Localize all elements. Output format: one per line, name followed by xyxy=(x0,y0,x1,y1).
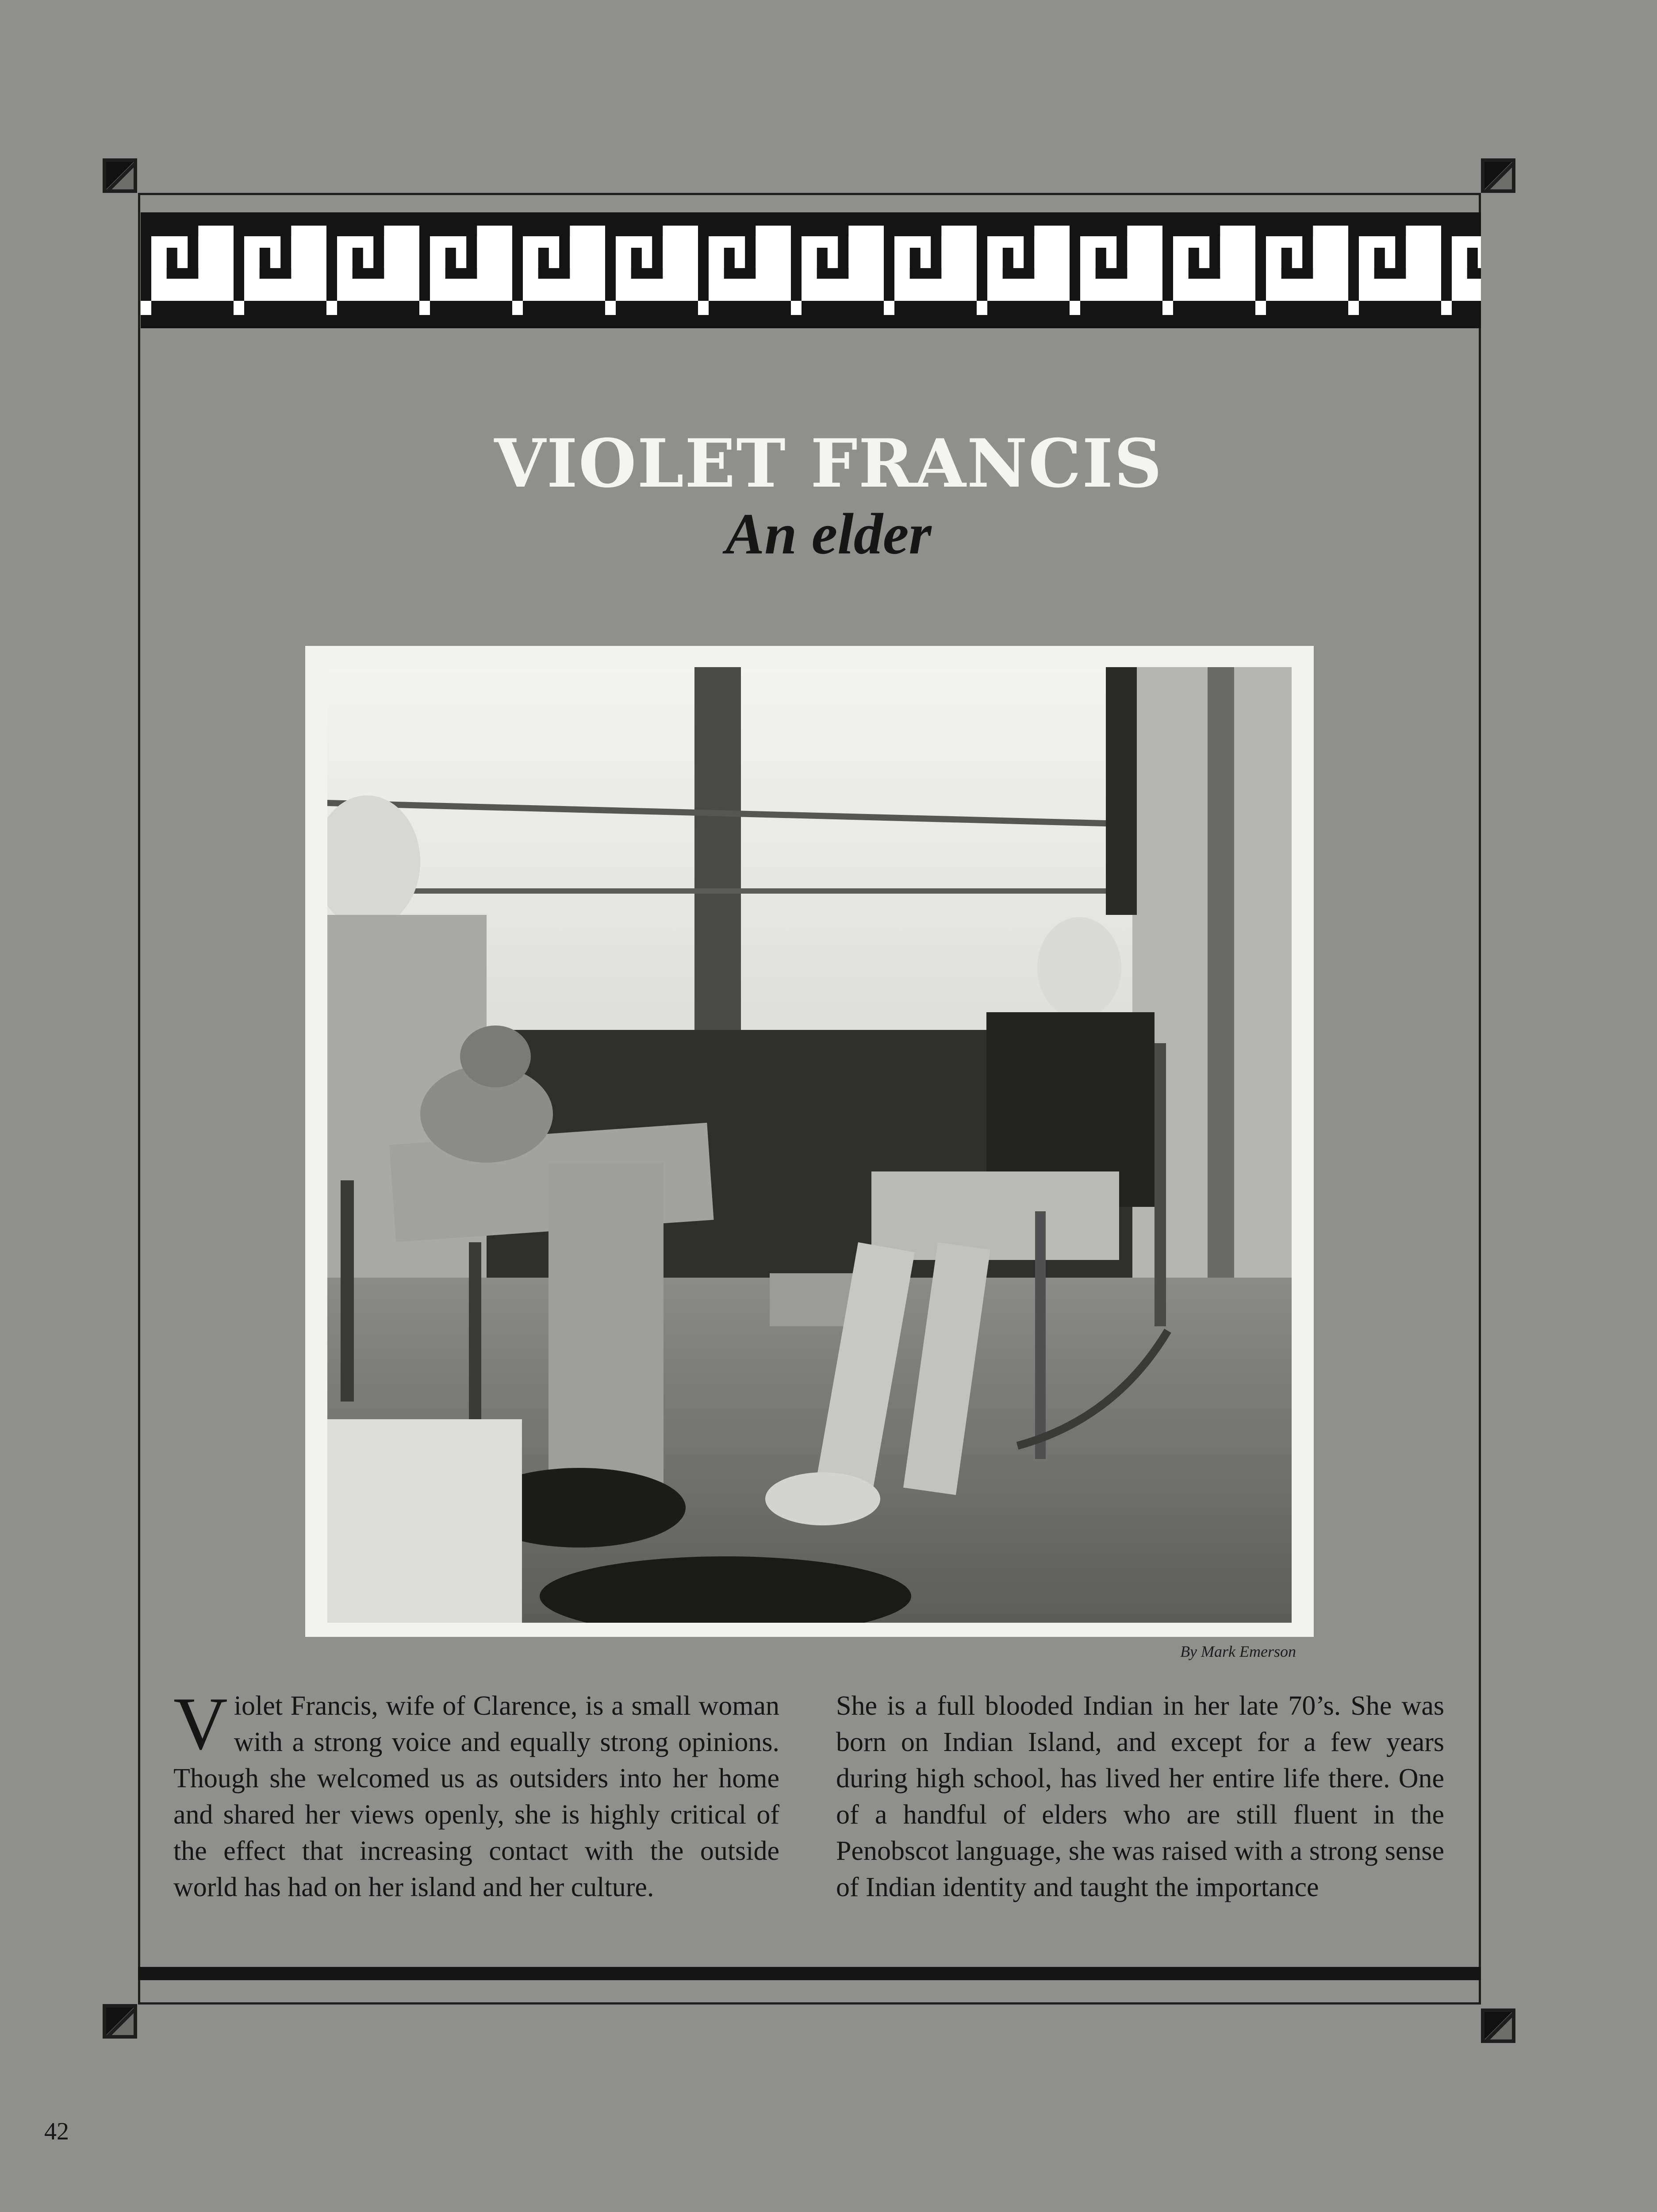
article-subtitle: An elder xyxy=(725,501,932,566)
left-column-text: iolet Francis, wife of Clarence, is a small woman with a strong voice and equally strong opinions. Though she welcomed us as outsiders into her home and shared her views openly, she is highly critical of the effect that increasing contact with the outside world has had on her island and her culture. xyxy=(173,1691,779,1902)
article-column-right: She is a full blooded Indian in her late 70’s. She was born on Indian Island, and except for a few years during high school, has lived her entire life there. One of a handful of elders who are still fluent in the Penobscot language, she was raised with a strong sense of Indian identity and taught the importance xyxy=(836,1691,1444,1902)
frame-top-line xyxy=(138,193,1481,195)
corner-ornament-bottom-left xyxy=(103,2004,137,2039)
bottom-border-bar xyxy=(138,1967,1481,1980)
corner-ornament-top-right xyxy=(1481,158,1515,193)
article-column-left xyxy=(173,1682,779,1905)
corner-ornament-bottom-right xyxy=(1481,2008,1515,2043)
frame-bottom-line xyxy=(138,2002,1481,2005)
drop-cap: V xyxy=(173,1682,228,1765)
photo-credit: By Mark Emerson xyxy=(1180,1643,1296,1660)
greek-key-border xyxy=(141,212,1481,328)
article-title: VIOLET FRANCIS xyxy=(494,425,1163,503)
porch-photograph xyxy=(327,667,1292,1623)
page-number: 42 xyxy=(44,2118,69,2145)
corner-ornament-top-left xyxy=(103,158,137,193)
